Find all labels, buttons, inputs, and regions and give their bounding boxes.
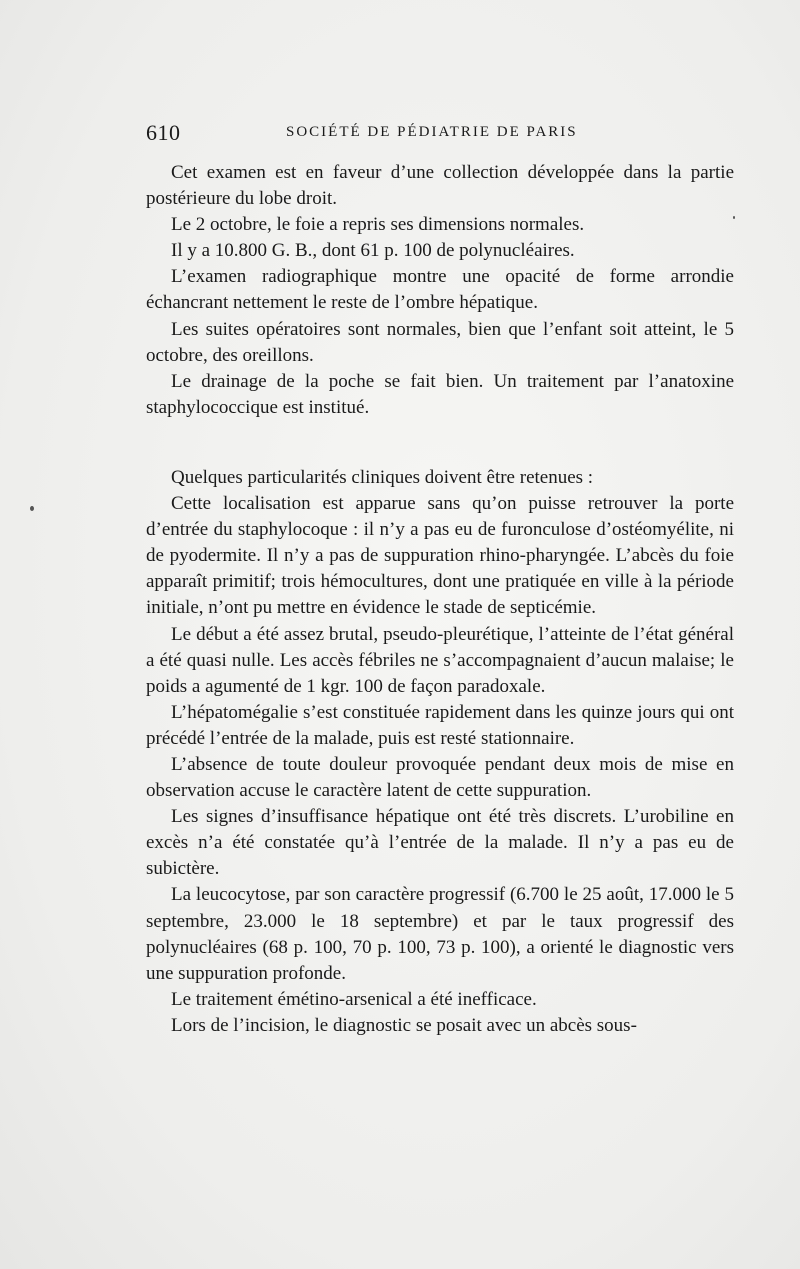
section-gap [146,421,734,465]
paragraph: Cette localisation est apparue sans qu’on puisse retrouver la porte d’entrée du staphylocoque : il n’y a pas eu de furonculose d’ostéomyélite, ni de pyodermite. Il n’y a pas de suppuration rhino-pharyngée. L’abcès du foie apparaît primitif; trois hémocultures, dont une pratiquée en ville à la période initiale, n’ont pu mettre en évidence le stade de septicémie. [146,493,734,619]
paragraph: La leucocytose, par son caractère progressif (6.700 le 25 août, 17.000 le 5 septembre, 23.000 le 18 septembre) et par le taux progressif des polynucléaires (68 p. 100, 70 p. 100, 73 p. 100), a orienté le diagnostic vers une suppuration profonde. [146,884,734,984]
paragraph: Il y a 10.800 G. B., dont 61 p. 100 de polynucléaires. [171,240,575,262]
paragraph: Les suites opératoires sont normales, bien que l’enfant soit atteint, le 5 octobre, des oreillons. [146,318,734,366]
paragraph: Le traitement émétino-arsenical a été inefficace. [171,988,537,1010]
paragraph: L’examen radiographique montre une opacité de forme arrondie échancrant nettement le reste de l’ombre hépatique. [146,266,734,314]
paragraph: Le début a été assez brutal, pseudo-pleurétique, l’atteinte de l’état général a été quasi nulle. Les accès fébriles ne s’accompagnaient d’aucun malaise; le poids a agumenté de 1 kgr. 100 de façon paradoxale. [146,623,734,697]
page-number: 610 [146,120,181,145]
paragraph: Cet examen est en faveur d’une collection développée dans la partie postérieure du lobe droit. [146,162,734,210]
body-text [146,160,734,1039]
paragraph: Les signes d’insuffisance hépatique ont été très discrets. L’urobiline en excès n’a été constatée qu’à l’entrée de la malade. Il n’y a pas eu de subictère. [146,806,734,880]
page-header [146,120,734,150]
paragraph: Quelques particularités cliniques doivent être retenues : [171,466,594,488]
paragraph: L’absence de toute douleur provoquée pendant deux mois de mise en observation accuse le caractère latent de cette suppuration. [146,753,734,802]
running-title: SOCIÉTÉ DE PÉDIATRIE DE PARIS [286,124,578,140]
paragraph: Le drainage de la poche se fait bien. Un traitement par l’anatoxine staphylococcique est institué. [146,370,734,418]
paragraph: Le 2 octobre, le foie a repris ses dimensions normales. [171,214,585,236]
paragraph: Lors de l’incision, le diagnostic se posait avec un abcès sous- [171,1014,637,1036]
ink-spot [733,216,735,219]
paragraph: L’hépatomégalie s’est constituée rapidement dans les quinze jours qui ont précédé l’entrée de la malade, puis est resté stationnaire. [146,701,734,749]
ink-spot [30,506,34,511]
